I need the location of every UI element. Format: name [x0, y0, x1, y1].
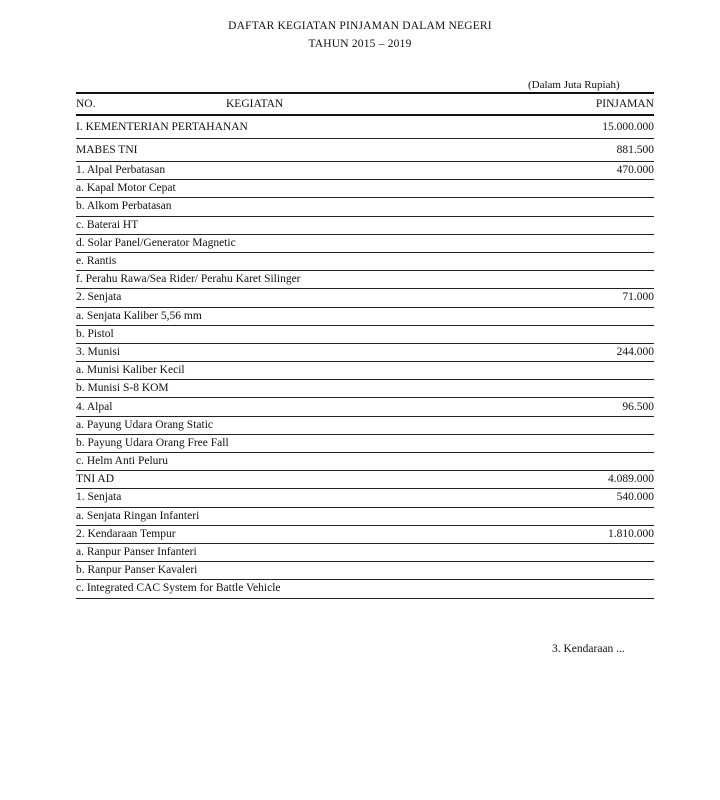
unit-note: (Dalam Juta Rupiah): [528, 79, 620, 91]
column-header-kegiatan: KEGIATAN: [226, 93, 534, 115]
row-amount: 71.000: [534, 289, 654, 307]
row-amount: [534, 325, 654, 343]
row-label: b. Pistol: [76, 325, 534, 343]
row-amount: [534, 271, 654, 289]
table-row-item: [76, 234, 654, 252]
table-row-item: [76, 198, 654, 216]
row-label: 4. Alpal: [76, 398, 534, 416]
row-label: a. Senjata Kaliber 5,56 mm: [76, 307, 534, 325]
row-label: d. Solar Panel/Generator Magnetic: [76, 234, 534, 252]
table-row-item: [76, 434, 654, 452]
row-label: I. KEMENTERIAN PERTAHANAN: [76, 115, 534, 139]
row-amount: 881.500: [534, 139, 654, 162]
document-title: DAFTAR KEGIATAN PINJAMAN DALAM NEGERI: [228, 20, 492, 32]
table-row-item: [76, 325, 654, 343]
row-amount: [534, 252, 654, 270]
row-label: b. Ranpur Panser Kavaleri: [76, 562, 534, 580]
row-amount: [534, 580, 654, 598]
column-header-pinjaman: PINJAMAN: [534, 93, 654, 115]
table-row-category: [76, 343, 654, 361]
row-label: 3. Munisi: [76, 343, 534, 361]
table-row-ministry: [76, 115, 654, 139]
row-amount: [534, 434, 654, 452]
table-row-category: [76, 162, 654, 180]
row-label: 1. Senjata: [76, 489, 534, 507]
row-amount: [534, 180, 654, 198]
table-row-item: [76, 580, 654, 598]
table-row-category: [76, 289, 654, 307]
row-label: b. Munisi S-8 KOM: [76, 380, 534, 398]
row-amount: 15.000.000: [534, 115, 654, 139]
table-row-category: [76, 525, 654, 543]
row-amount: [534, 307, 654, 325]
table-row-item: [76, 562, 654, 580]
table-row-item: [76, 271, 654, 289]
row-label: b. Alkom Perbatasan: [76, 198, 534, 216]
table-row-item: [76, 362, 654, 380]
row-label: 1. Alpal Perbatasan: [76, 162, 534, 180]
document-subtitle-period: TAHUN 2015 – 2019: [308, 38, 412, 50]
table-header-row: [76, 93, 654, 115]
table-row-item: [76, 543, 654, 561]
row-label: a. Kapal Motor Cepat: [76, 180, 534, 198]
row-amount: 244.000: [534, 343, 654, 361]
row-label: b. Payung Udara Orang Free Fall: [76, 434, 534, 452]
row-amount: [534, 380, 654, 398]
table-row-item: [76, 180, 654, 198]
row-amount: [534, 234, 654, 252]
table-row-item: [76, 307, 654, 325]
row-label: c. Baterai HT: [76, 216, 534, 234]
row-amount: 540.000: [534, 489, 654, 507]
table-row-item: [76, 380, 654, 398]
row-label: c. Helm Anti Peluru: [76, 453, 534, 471]
row-label: MABES TNI: [76, 139, 534, 162]
row-amount: [534, 507, 654, 525]
table-row-item: [76, 216, 654, 234]
row-amount: [534, 362, 654, 380]
row-label: a. Senjata Ringan Infanteri: [76, 507, 534, 525]
row-label: e. Rantis: [76, 252, 534, 270]
row-amount: 4.089.000: [534, 471, 654, 489]
row-amount: [534, 216, 654, 234]
table-row-item: [76, 252, 654, 270]
table-row-group: [76, 139, 654, 162]
loan-activity-table: [76, 92, 654, 599]
row-amount: 1.810.000: [534, 525, 654, 543]
continuation-note: 3. Kendaraan ...: [552, 643, 625, 655]
table-row-group: [76, 471, 654, 489]
table-row-item: [76, 416, 654, 434]
row-amount: [534, 543, 654, 561]
row-amount: [534, 453, 654, 471]
row-label: a. Ranpur Panser Infanteri: [76, 543, 534, 561]
row-amount: [534, 416, 654, 434]
table-row-category: [76, 398, 654, 416]
table-row-item: [76, 453, 654, 471]
row-amount: [534, 198, 654, 216]
row-amount: 96.500: [534, 398, 654, 416]
row-label: a. Munisi Kaliber Kecil: [76, 362, 534, 380]
row-label: a. Payung Udara Orang Static: [76, 416, 534, 434]
row-label: 2. Kendaraan Tempur: [76, 525, 534, 543]
row-label: TNI AD: [76, 471, 534, 489]
column-header-no: NO.: [76, 93, 226, 115]
row-amount: [534, 562, 654, 580]
row-label: 2. Senjata: [76, 289, 534, 307]
table-row-category: [76, 489, 654, 507]
row-label: c. Integrated CAC System for Battle Vehicle: [76, 580, 534, 598]
row-label: f. Perahu Rawa/Sea Rider/ Perahu Karet Silinger: [76, 271, 534, 289]
row-amount: 470.000: [534, 162, 654, 180]
table-row-item: [76, 507, 654, 525]
